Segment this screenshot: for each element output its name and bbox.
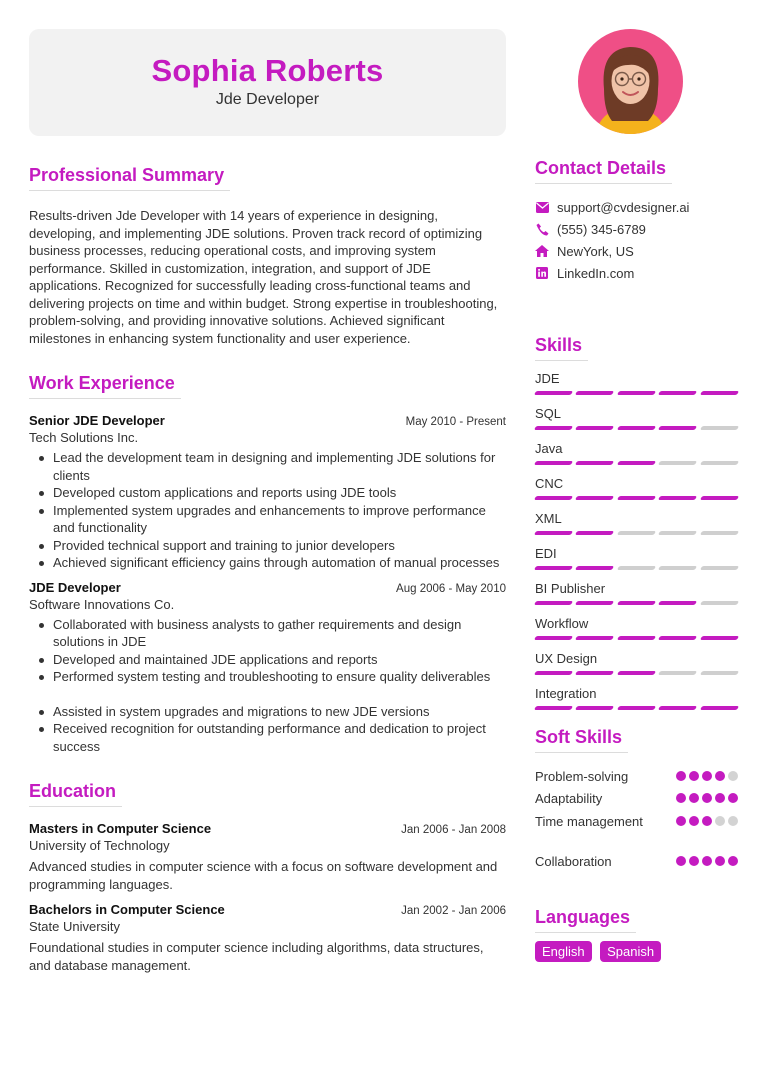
languages-section: [535, 907, 738, 962]
rating-dot: [676, 793, 686, 803]
soft-skill-row: [535, 765, 738, 787]
soft-skill-name: Problem-solving: [535, 768, 629, 784]
skill-level-segment: [617, 531, 657, 535]
rating-dot: [676, 771, 686, 781]
rating-dot: [715, 816, 725, 826]
skill-level-segment: [534, 391, 574, 395]
contact-location-text: NewYork, US: [557, 243, 634, 259]
skill-level-segment: [658, 461, 698, 465]
education-date: Jan 2002 - Jan 2006: [401, 905, 506, 917]
soft-skill-rating: [676, 856, 738, 866]
rating-dot: [728, 793, 738, 803]
list-item: Developed and maintained JDE applications and reports: [29, 651, 506, 669]
contact-phone-text: (555) 345-6789: [557, 221, 646, 237]
skill-level-segment: [617, 426, 657, 430]
job-bullets: [29, 616, 506, 756]
skill-level-segment: [658, 426, 698, 430]
phone-icon: [535, 222, 549, 236]
skill-level-segment: [617, 636, 657, 640]
contact-section: [535, 158, 738, 284]
skill-level-segment: [617, 671, 657, 675]
job-bullets: [29, 449, 506, 572]
skill-level-segment: [617, 566, 657, 570]
rating-dot: [728, 856, 738, 866]
contact-phone[interactable]: [535, 218, 738, 240]
skill-level-segment: [534, 496, 574, 500]
skill-level-segment: [617, 391, 657, 395]
job-company: Tech Solutions Inc.: [29, 430, 139, 445]
skill-level-segment: [575, 391, 615, 395]
rating-dot: [689, 816, 699, 826]
job-date: Aug 2006 - May 2010: [396, 582, 506, 595]
skill-level-segment: [617, 461, 657, 465]
rating-dot: [715, 793, 725, 803]
list-item: Collaborated with business analysts to gather requirements and design solutions in JDE: [29, 616, 506, 651]
skill-name: SQL: [535, 406, 562, 421]
rating-dot: [702, 793, 712, 803]
rating-dot: [715, 771, 725, 781]
soft-skill-name: Collaboration: [535, 853, 612, 869]
job-title: JDE Developer: [29, 579, 121, 595]
skill-level-bar: [535, 426, 738, 430]
skill-name: XML: [535, 511, 562, 526]
home-icon: [535, 244, 549, 258]
rating-dot: [728, 816, 738, 826]
skill-level-segment: [534, 671, 574, 675]
skill-level-segment: [658, 706, 698, 710]
skill-level-segment: [699, 391, 739, 395]
skill-level-segment: [575, 706, 615, 710]
skill-name: EDI: [535, 546, 557, 561]
list-item: Received recognition for outstanding performance and dedication to project success: [29, 720, 506, 755]
skill-level-segment: [658, 671, 698, 675]
skill-level-segment: [575, 601, 615, 605]
soft-skill-name: Time management: [535, 813, 643, 829]
degree: Bachelors in Computer Science: [29, 902, 225, 917]
education-desc: Foundational studies in computer science including algorithms, data structures, and database management.: [29, 940, 484, 973]
skill-level-segment: [617, 496, 657, 500]
list-item: Provided technical support and training to junior developers: [29, 537, 506, 555]
skill-level-bar: [535, 601, 738, 605]
skill-level-segment: [617, 706, 657, 710]
experience-section: [29, 373, 506, 755]
rating-dot: [715, 856, 725, 866]
skill-level-segment: [658, 496, 698, 500]
soft-skills-section: [535, 727, 738, 872]
rating-dot: [702, 816, 712, 826]
skill-level-bar: [535, 531, 738, 535]
contact-heading: Contact Details: [535, 158, 672, 184]
contact-linkedin[interactable]: [535, 262, 738, 284]
soft-skill-rating: [676, 816, 738, 826]
skill-level-segment: [575, 496, 615, 500]
list-item: Achieved significant efficiency gains through automation of manual processes: [29, 554, 506, 572]
skill-level-segment: [658, 391, 698, 395]
skill-level-segment: [534, 531, 574, 535]
candidate-title: Jde Developer: [215, 91, 320, 108]
skill-level-segment: [699, 426, 739, 430]
skill-level-segment: [575, 461, 615, 465]
skill-level-segment: [575, 531, 615, 535]
soft-skill-rating: [676, 793, 738, 803]
skill-level-segment: [658, 601, 698, 605]
experience-heading: Work Experience: [29, 373, 181, 399]
skill-name: JDE: [535, 371, 560, 386]
envelope-icon: [535, 200, 549, 214]
school: State University: [29, 919, 121, 934]
soft-skill-row: [535, 787, 738, 809]
rating-dot: [689, 856, 699, 866]
skill-level-segment: [534, 426, 574, 430]
candidate-name: Sophia Roberts: [151, 53, 384, 88]
education-date: Jan 2006 - Jan 2008: [401, 824, 506, 836]
skill-level-segment: [617, 601, 657, 605]
skill-level-segment: [658, 531, 698, 535]
list-item: Assisted in system upgrades and migrations to new JDE versions: [29, 703, 506, 721]
skill-level-segment: [575, 426, 615, 430]
language-badge: English: [535, 941, 592, 962]
rating-dot: [728, 771, 738, 781]
soft-skill-row: [535, 850, 738, 872]
skill-name: CNC: [535, 476, 564, 491]
skill-level-segment: [699, 636, 739, 640]
contact-location: [535, 240, 738, 262]
skill-level-segment: [534, 636, 574, 640]
list-item: Developed custom applications and reports using JDE tools: [29, 484, 506, 502]
skill-level-bar: [535, 461, 738, 465]
rating-dot: [702, 771, 712, 781]
skill-level-bar: [535, 636, 738, 640]
rating-dot: [689, 771, 699, 781]
skill-level-segment: [699, 496, 739, 500]
skill-level-segment: [658, 566, 698, 570]
skill-name: UX Design: [535, 651, 598, 666]
skill-level-segment: [575, 636, 615, 640]
skill-level-segment: [575, 671, 615, 675]
contact-email-text: support@cvdesigner.ai: [557, 199, 690, 215]
skills-section: [535, 335, 738, 710]
education-section: [29, 781, 506, 974]
soft-skill-name: Adaptability: [535, 790, 603, 806]
skills-list: [535, 371, 738, 710]
skill-name: Java: [535, 441, 563, 456]
left-column: [29, 165, 506, 974]
skill-level-segment: [699, 566, 739, 570]
skill-level-bar: [535, 391, 738, 395]
list-item: Implemented system upgrades and enhancements to improve performance and functionality: [29, 502, 506, 537]
linkedin-icon: [535, 266, 549, 280]
language-badge: Spanish: [600, 941, 661, 962]
skill-level-segment: [534, 601, 574, 605]
degree: Masters in Computer Science: [29, 821, 212, 836]
job-date: May 2010 - Present: [405, 416, 506, 428]
summary-text: Results-driven Jde Developer with 14 years of experience in designing, developing, and implementing JDE solutions. Proven track record of optimizing business processes, reducing operational costs, and improving system performance. Skilled in customization, integration, and support of JDE applications. Recognized for successfully leading cross-functional teams and delivering projects on time and within budget. Strong expertise in troubleshooting, problem-solving, and providing innovative solutions. Achieved significant milestones in enhancing system functionality and user experience.: [29, 208, 498, 346]
rating-dot: [689, 793, 699, 803]
rating-dot: [676, 856, 686, 866]
job-title: Senior JDE Developer: [29, 413, 165, 428]
skill-level-segment: [699, 531, 739, 535]
skill-level-segment: [534, 461, 574, 465]
skill-name: Workflow: [535, 616, 589, 631]
profile-photo: [578, 29, 683, 134]
list-item: Performed system testing and troubleshooting to ensure quality deliverables: [29, 668, 506, 686]
right-column: [535, 158, 738, 962]
skill-level-segment: [575, 566, 615, 570]
header: [29, 29, 506, 136]
education-heading: Education: [29, 781, 122, 807]
skill-level-segment: [699, 601, 739, 605]
skill-level-segment: [699, 461, 739, 465]
rating-dot: [702, 856, 712, 866]
skill-name: BI Publisher: [535, 581, 606, 596]
skill-level-bar: [535, 496, 738, 500]
skill-level-bar: [535, 706, 738, 710]
skill-level-segment: [534, 566, 574, 570]
job-entry: [29, 413, 506, 572]
school: University of Technology: [29, 838, 170, 853]
contact-email[interactable]: [535, 196, 738, 218]
skill-level-segment: [699, 706, 739, 710]
soft-skills-heading: Soft Skills: [535, 727, 628, 753]
job-entry: [29, 580, 506, 756]
skill-level-segment: [699, 671, 739, 675]
skill-level-segment: [658, 636, 698, 640]
avatar: [578, 29, 683, 134]
contact-linkedin-text: LinkedIn.com: [557, 265, 635, 281]
soft-skill-rating: [676, 771, 738, 781]
education-desc: Advanced studies in computer science with a focus on software development and programming languages.: [29, 859, 498, 892]
skill-level-bar: [535, 671, 738, 675]
job-company: Software Innovations Co.: [29, 596, 175, 612]
soft-skill-row: [535, 809, 738, 833]
education-entry: [29, 821, 506, 893]
skills-heading: Skills: [535, 335, 588, 361]
skill-level-bar: [535, 566, 738, 570]
summary-section: [29, 165, 506, 347]
rating-dot: [676, 816, 686, 826]
education-entry: [29, 902, 506, 974]
summary-heading: Professional Summary: [29, 165, 230, 191]
languages-heading: Languages: [535, 907, 636, 933]
skill-level-segment: [534, 706, 574, 710]
list-item: Lead the development team in designing and implementing JDE solutions for clients: [29, 449, 506, 484]
skill-name: Integration: [535, 686, 597, 701]
